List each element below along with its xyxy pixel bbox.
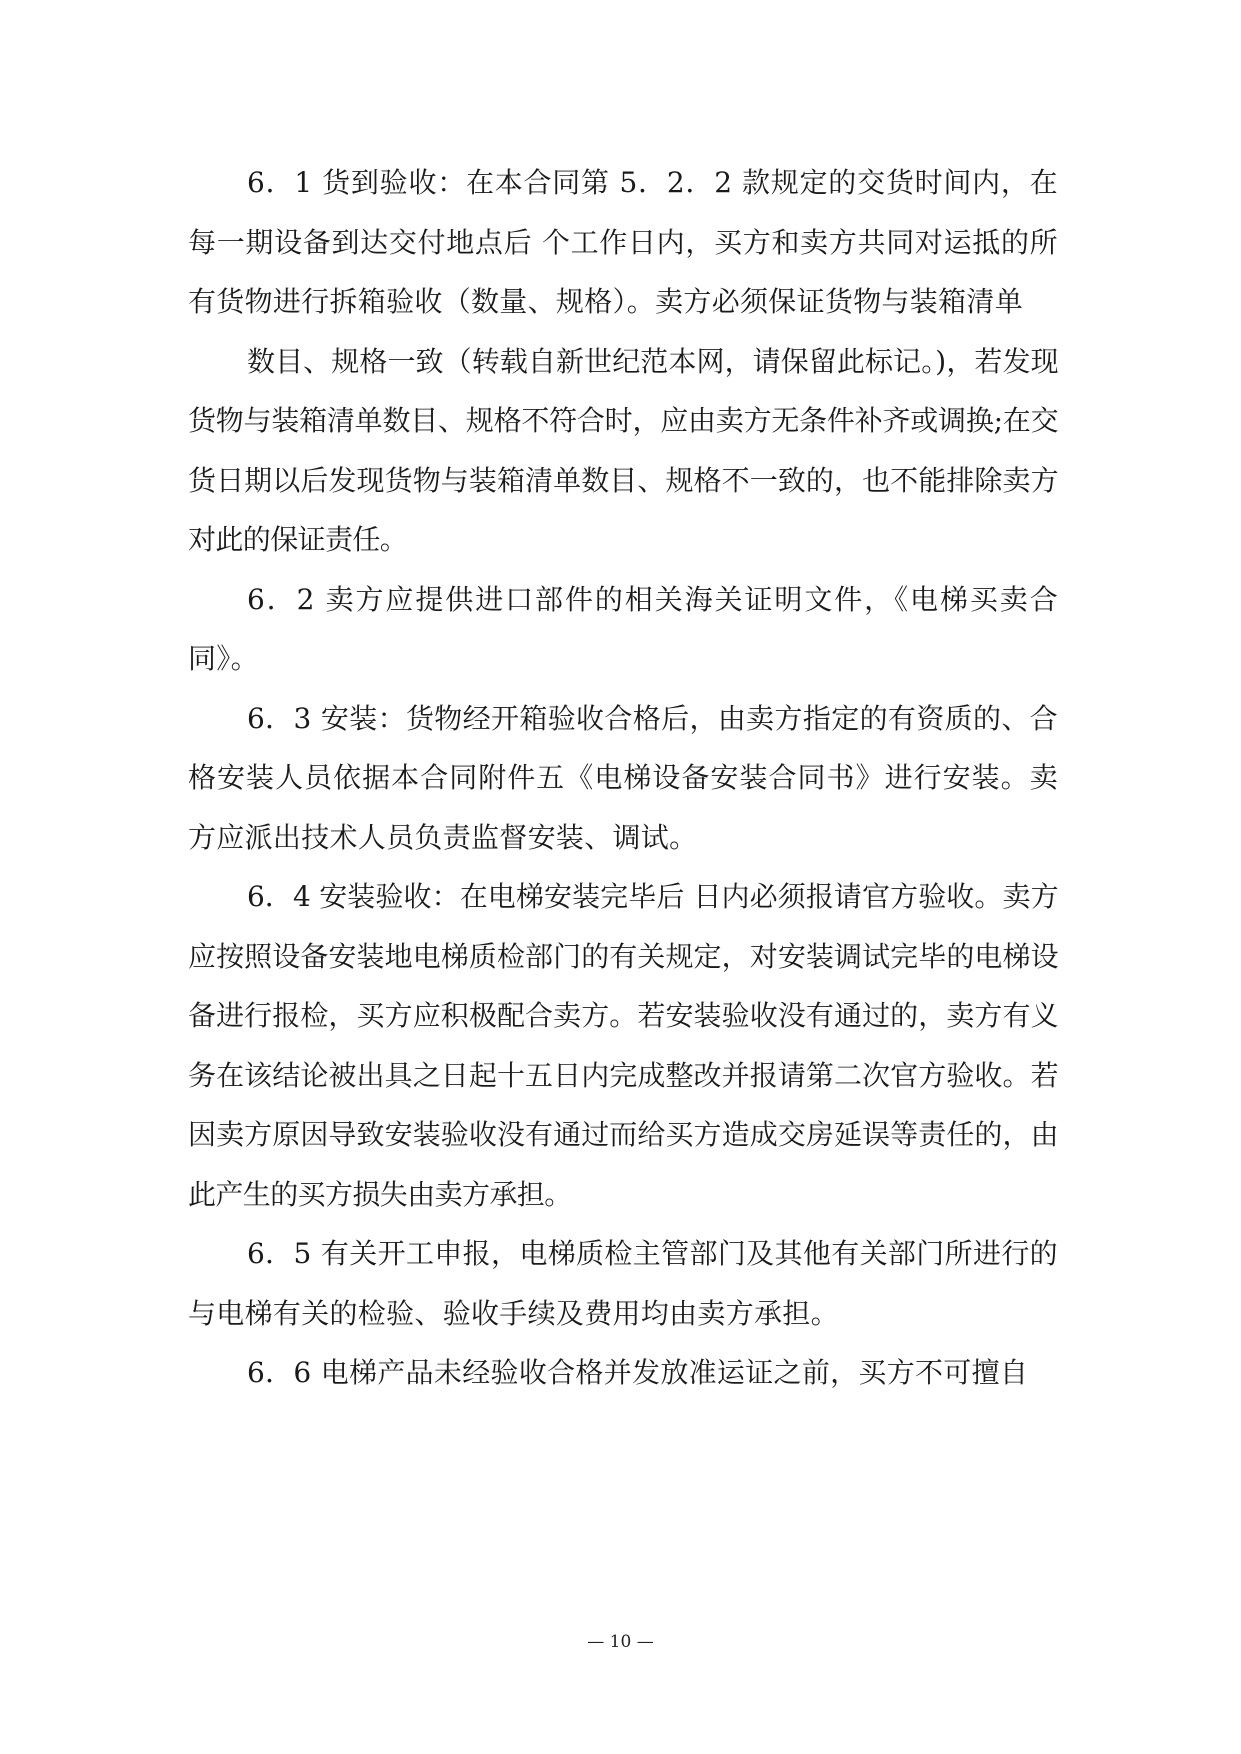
paragraph-6-4: 6．4 安装验收：在电梯安装完毕后 日内必须报请官方验收。卖方应按照设备安装地电梯质检部门的有关规定，对安装调试完毕的电梯设备进行报检，买方应积极配合卖方。若安装验收没有通过的，卖方有义务在该结论被出具之日起十五日内完成整改并报请第二次官方验收。若因卖方原因导致安装验收没有通过而给买方造成交房延误等责任的，由此产生的买方损失由卖方承担。 <box>188 880 1058 1211</box>
page-number: — 10 — <box>587 1632 654 1652</box>
document-body <box>188 153 1058 1403</box>
paragraph-6-3: 6．3 安装：货物经开箱验收合格后，由卖方指定的有资质的、合格安装人员依据本合同附件五《电梯设备安装合同书》进行安装。卖方应派出技术人员负责监督安装、调试。 <box>188 701 1058 854</box>
paragraph-6-2: 6．2 卖方应提供进口部件的相关海关证明文件，《电梯买卖合同》。 <box>188 582 1058 675</box>
paragraph-6-1: 6．1 货到验收：在本合同第 5．2．2 款规定的交货时间内，在每一期设备到达交付地点后 个工作日内，买方和卖方共同对运抵的所有货物进行拆箱验收（数量、规格）。卖方必须保证货物与装箱清单 <box>188 166 1058 318</box>
paragraph-6-5: 6．5 有关开工申报，电梯质检主管部门及其他有关部门所进行的与电梯有关的检验、验收手续及费用均由卖方承担。 <box>188 1237 1058 1330</box>
paragraph-6-6: 6．6 电梯产品未经验收合格并发放准运证之前，买方不可擅自 <box>247 1356 1029 1389</box>
paragraph-6-1-continued: 数目、规格一致（转载自新世纪范本网，请保留此标记。)，若发现货物与装箱清单数目、规格不符合时，应由卖方无条件补齐或调换;在交货日期以后发现货物与装箱清单数目、规格不一致的，也不能排除卖方对此的保证责任。 <box>188 344 1058 556</box>
